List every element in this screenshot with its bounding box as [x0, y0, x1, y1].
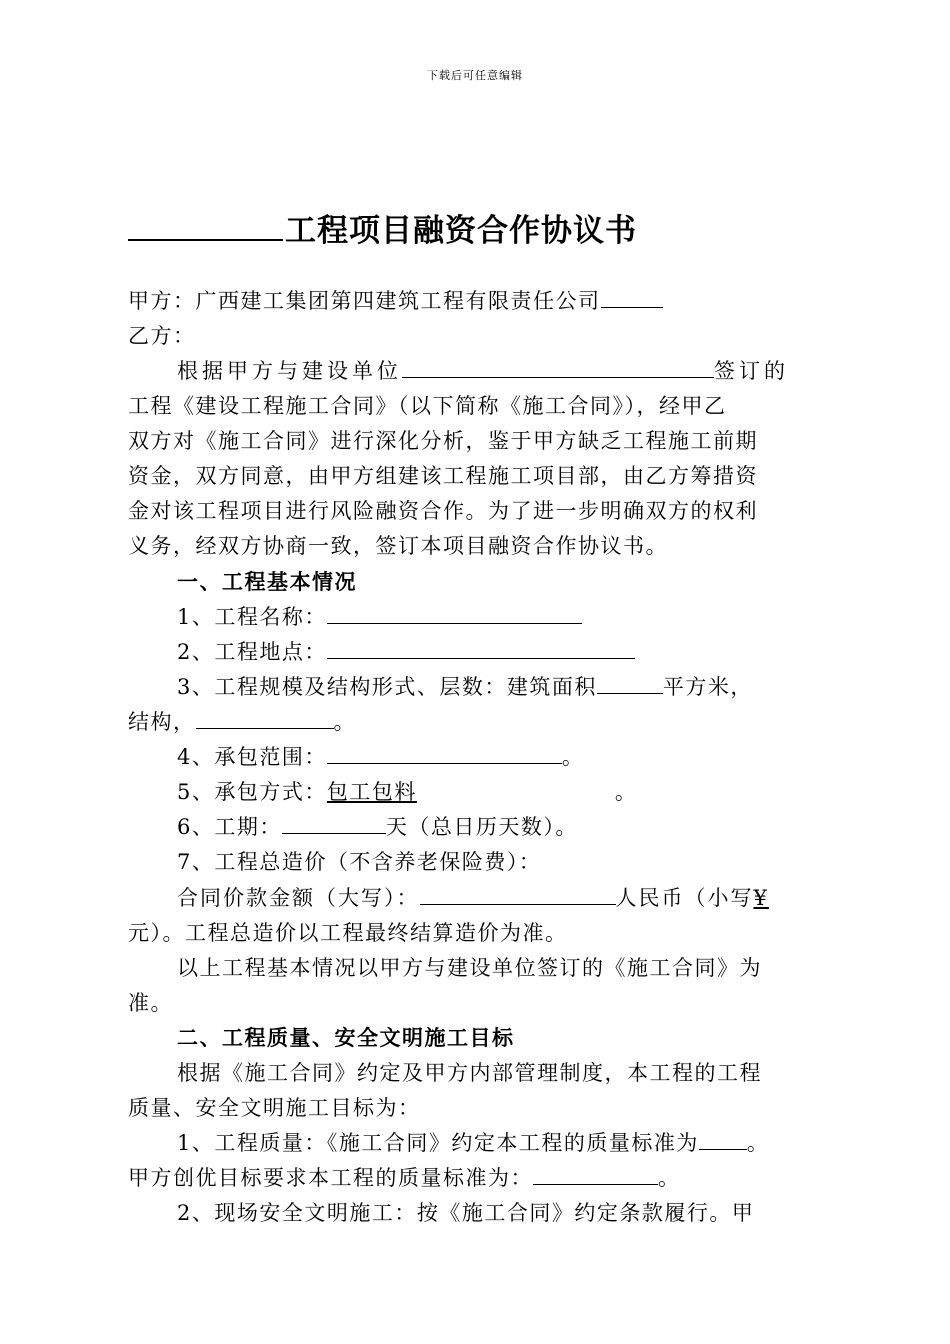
paragraph-line: [128, 390, 727, 420]
blank: [327, 601, 582, 624]
text: 资金，双方同意，由甲方组建该工程施工项目部，由乙方筹措资: [128, 464, 758, 488]
paragraph-line: [128, 1092, 421, 1122]
text: 天（总日历天数）。: [385, 815, 578, 839]
text: 4、承包范围：: [177, 745, 327, 769]
text: 甲方创优目标要求本工程的质量标准为：: [128, 1166, 533, 1190]
blank: [327, 741, 562, 764]
blank: [327, 636, 635, 659]
blank: [699, 1127, 747, 1150]
text: 结构，: [128, 710, 196, 734]
item-quality-target: [128, 1162, 681, 1192]
text: 合同价款金额（大写）：: [177, 886, 420, 910]
blank: [533, 1162, 658, 1185]
item-project-location: [177, 636, 635, 666]
blank: [196, 706, 334, 729]
text: 1、工程名称：: [177, 605, 327, 629]
paragraph-line: [177, 355, 789, 385]
blank: [601, 285, 663, 308]
text: 。: [614, 780, 638, 804]
title-blank: [128, 209, 283, 241]
paragraph-line: [128, 495, 758, 525]
text: 以上工程基本情况以甲方与建设单位签订的《施工合同》为: [177, 956, 762, 980]
text: 2、现场安全文明施工：按《施工合同》约定条款履行。甲: [177, 1201, 755, 1225]
text: 二、工程质量、安全文明施工目标: [177, 1026, 515, 1050]
text: 金对该工程项目进行风险融资合作。为了进一步明确双方的权利: [128, 499, 758, 523]
party-a: 甲方：广西建工集团第四建筑工程有限责任公司: [128, 289, 601, 313]
text: 双方对《施工合同》进行深化分析，鉴于甲方缺乏工程施工前期: [128, 429, 758, 453]
section-heading-2: [177, 1022, 515, 1052]
item-contract-method: [177, 776, 637, 806]
header-note: 下载后可任意编辑: [427, 69, 523, 82]
text: 元）。工程总造价以工程最终结算造价为准。: [128, 921, 568, 945]
paragraph-line: [128, 530, 668, 560]
text: 。: [561, 745, 585, 769]
paragraph-line: [128, 917, 568, 947]
text: 签订的: [714, 359, 789, 383]
currency-symbol: ¥: [753, 886, 769, 910]
text: 2、工程地点：: [177, 640, 327, 664]
text: 5、承包方式：: [177, 780, 327, 804]
text: 工程《建设工程施工合同》（以下简称《施工合同》），经甲乙: [128, 394, 727, 418]
text: 义务，经双方协商一致，签订本项目融资合作协议书。: [128, 534, 668, 558]
paragraph-line: [177, 1057, 762, 1087]
text: 。: [746, 1131, 770, 1155]
paragraph-line: [128, 425, 758, 455]
blank: [402, 355, 714, 378]
text: 1、工程质量：《施工合同》约定本工程的质量标准为: [177, 1131, 699, 1155]
item-quality: [177, 1127, 769, 1157]
party-b: 乙方：: [128, 324, 196, 348]
item-project-name: [177, 601, 582, 631]
party-a-line: [128, 285, 663, 315]
document-title: [128, 205, 828, 250]
item-contract-scope: [177, 741, 584, 771]
item-duration: [177, 811, 578, 841]
text: 一、工程基本情况: [177, 570, 357, 594]
item-total-cost: [177, 846, 541, 876]
title-text: 工程项目融资合作协议书: [285, 213, 637, 249]
blank: [282, 811, 386, 834]
item-structure: [128, 706, 356, 736]
party-b-line: [128, 320, 196, 350]
text: 根据甲方与建设单位: [177, 359, 402, 383]
text: 平方米，: [662, 675, 753, 699]
text: 根据《施工合同》约定及甲方内部管理制度，本工程的工程: [177, 1061, 762, 1085]
contract-amount-line: [177, 882, 769, 912]
item-safety: [177, 1197, 754, 1227]
paragraph-line: [128, 460, 758, 490]
text: 6、工期：: [177, 815, 282, 839]
text: 3、工程规模及结构形式、层数：建筑面积: [177, 675, 597, 699]
item-project-scale: [177, 671, 753, 701]
text: 。: [333, 710, 356, 734]
text: 人民币（小写: [615, 886, 754, 910]
blank: [420, 882, 616, 905]
section-heading-1: [177, 566, 357, 596]
text: 7、工程总造价（不含养老保险费）：: [177, 850, 542, 874]
paragraph-line: [128, 987, 173, 1017]
paragraph-line: [177, 952, 762, 982]
text: 质量、安全文明施工目标为：: [128, 1096, 421, 1120]
text: 准。: [128, 991, 173, 1015]
filled-value: 包工包料: [326, 780, 417, 804]
text: 。: [658, 1166, 681, 1190]
blank: [597, 671, 663, 694]
